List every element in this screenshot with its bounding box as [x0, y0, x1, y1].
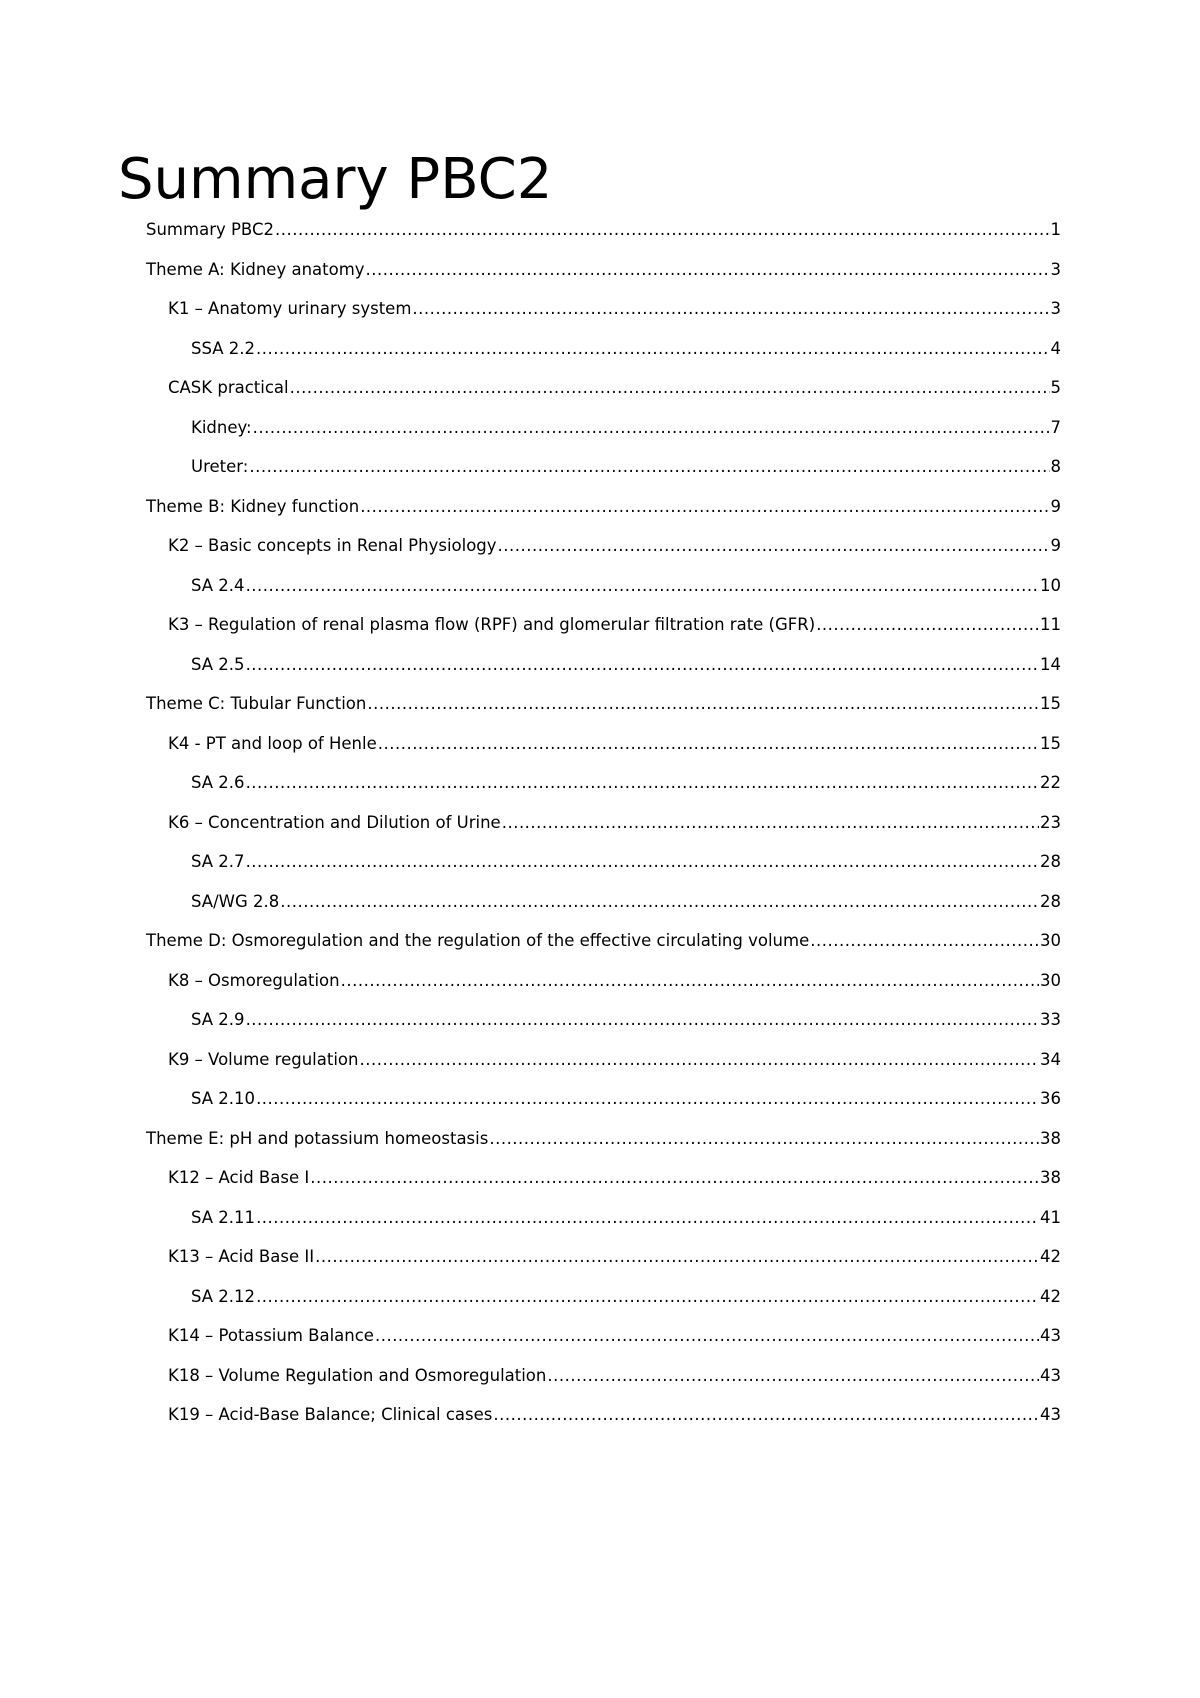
toc-entry[interactable] — [146, 210, 1061, 250]
toc-entry[interactable] — [146, 1079, 1061, 1119]
toc-dot-leader — [310, 1158, 1039, 1198]
toc-entry-label: K14 – Potassium Balance — [168, 1326, 374, 1345]
toc-entry-page-number: 38 — [1040, 1168, 1061, 1187]
toc-dot-leader — [366, 250, 1050, 290]
toc-entry-page-number: 30 — [1040, 931, 1061, 950]
document-title: Summary PBC2 — [118, 147, 553, 212]
toc-dot-leader — [378, 724, 1039, 764]
toc-entry-page-number: 43 — [1040, 1326, 1061, 1345]
toc-entry-label: K13 – Acid Base II — [168, 1247, 315, 1266]
toc-dot-leader — [256, 1079, 1039, 1119]
toc-entry[interactable] — [146, 882, 1061, 922]
toc-entry-page-number: 42 — [1040, 1286, 1061, 1306]
toc-entry[interactable] — [146, 1356, 1061, 1396]
toc-entry[interactable] — [146, 1158, 1061, 1198]
toc-entry-page-number: 22 — [1040, 773, 1061, 792]
toc-entry[interactable] — [146, 1237, 1061, 1277]
toc-dot-leader — [256, 329, 1049, 369]
toc-dot-leader — [256, 1198, 1039, 1238]
toc-entry-label: K4 - PT and loop of Henle — [168, 733, 377, 753]
toc-dot-leader — [341, 961, 1039, 1001]
toc-dot-leader — [246, 566, 1039, 606]
toc-entry-label: K19 – Acid-Base Balance; Clinical cases — [168, 1405, 493, 1424]
table-of-contents — [146, 210, 1061, 1435]
toc-dot-leader — [246, 842, 1039, 882]
toc-entry[interactable] — [146, 1040, 1061, 1080]
toc-dot-leader — [375, 1316, 1039, 1356]
toc-entry-page-number: 34 — [1040, 1049, 1061, 1069]
toc-entry-page-number: 15 — [1040, 694, 1061, 713]
toc-entry-page-number: 14 — [1040, 654, 1061, 674]
toc-entry[interactable] — [146, 961, 1061, 1001]
toc-entry-page-number: 38 — [1040, 1128, 1061, 1148]
toc-entry-label: K2 – Basic concepts in Renal Physiology — [168, 536, 497, 555]
toc-entry-label: Theme D: Osmoregulation and the regulation of the effective circulating volume — [146, 931, 810, 950]
toc-entry-label: Theme C: Tubular Function — [146, 694, 367, 713]
toc-entry-label: Summary PBC2 — [146, 220, 274, 239]
toc-entry-label: K8 – Osmoregulation — [168, 970, 340, 990]
toc-dot-leader — [359, 1040, 1039, 1080]
toc-entry-page-number: 3 — [1050, 259, 1061, 279]
toc-entry-label: Theme B: Kidney function — [146, 496, 360, 516]
toc-dot-leader — [810, 921, 1039, 961]
toc-dot-leader — [246, 645, 1039, 685]
toc-dot-leader — [489, 1119, 1039, 1159]
toc-entry-label: K1 – Anatomy urinary system — [168, 299, 412, 318]
toc-entry[interactable] — [146, 526, 1061, 566]
toc-dot-leader — [493, 1395, 1039, 1435]
toc-entry-label: SA 2.10 — [191, 1089, 256, 1108]
toc-entry[interactable] — [146, 566, 1061, 606]
toc-entry-page-number: 42 — [1040, 1247, 1061, 1266]
toc-entry-label: CASK practical — [168, 378, 289, 397]
toc-entry-label: SA 2.12 — [191, 1286, 256, 1306]
toc-entry[interactable] — [146, 368, 1061, 408]
toc-dot-leader — [246, 763, 1039, 803]
toc-dot-leader — [290, 368, 1050, 408]
toc-dot-leader — [502, 803, 1039, 843]
toc-entry[interactable] — [146, 1316, 1061, 1356]
toc-entry[interactable] — [146, 408, 1061, 448]
toc-entry[interactable] — [146, 1000, 1061, 1040]
toc-entry[interactable] — [146, 1277, 1061, 1317]
toc-entry[interactable] — [146, 921, 1061, 961]
toc-entry-page-number: 8 — [1050, 457, 1061, 476]
toc-dot-leader — [253, 408, 1050, 448]
toc-entry-page-number: 43 — [1040, 1365, 1061, 1385]
toc-dot-leader — [275, 210, 1050, 250]
toc-dot-leader — [246, 1000, 1039, 1040]
toc-entry-label: SA 2.6 — [191, 773, 245, 792]
toc-entry-page-number: 9 — [1050, 496, 1061, 516]
toc-entry-page-number: 43 — [1040, 1405, 1061, 1424]
toc-entry[interactable] — [146, 724, 1061, 764]
toc-entry-page-number: 33 — [1040, 1010, 1061, 1029]
toc-entry-label: K9 – Volume regulation — [168, 1049, 359, 1069]
toc-dot-leader — [249, 447, 1049, 487]
toc-entry[interactable] — [146, 763, 1061, 803]
toc-entry-page-number: 23 — [1040, 812, 1061, 832]
toc-entry-label: SA/WG 2.8 — [191, 891, 280, 911]
toc-entry-label: Theme A: Kidney anatomy — [146, 259, 365, 279]
toc-entry[interactable] — [146, 605, 1061, 645]
toc-entry-page-number: 41 — [1040, 1207, 1061, 1227]
toc-dot-leader — [498, 526, 1050, 566]
toc-entry-page-number: 7 — [1050, 417, 1061, 437]
toc-entry[interactable] — [146, 447, 1061, 487]
toc-entry-label: SA 2.5 — [191, 654, 245, 674]
toc-entry-page-number: 30 — [1040, 970, 1061, 990]
toc-entry-label: Kidney: — [191, 417, 252, 437]
toc-entry-page-number: 15 — [1040, 733, 1061, 753]
toc-entry-label: SA 2.4 — [191, 575, 245, 595]
toc-entry-page-number: 1 — [1050, 220, 1061, 239]
toc-entry-label: SSA 2.2 — [191, 338, 256, 358]
toc-dot-leader — [360, 487, 1049, 527]
toc-entry-label: K18 – Volume Regulation and Osmoregulation — [168, 1365, 547, 1385]
toc-entry[interactable] — [146, 1198, 1061, 1238]
toc-entry-page-number: 28 — [1040, 891, 1061, 911]
toc-entry-label: Theme E: pH and potassium homeostasis — [146, 1128, 489, 1148]
toc-entry[interactable] — [146, 1395, 1061, 1435]
toc-entry-page-number: 10 — [1040, 575, 1061, 595]
toc-entry-label: SA 2.7 — [191, 852, 245, 871]
toc-entry-page-number: 11 — [1040, 615, 1061, 634]
toc-entry-page-number: 5 — [1050, 378, 1061, 397]
toc-dot-leader — [816, 605, 1039, 645]
toc-dot-leader — [412, 289, 1049, 329]
toc-entry[interactable] — [146, 289, 1061, 329]
toc-entry-label: K12 – Acid Base I — [168, 1168, 310, 1187]
toc-dot-leader — [547, 1356, 1039, 1396]
toc-entry[interactable] — [146, 842, 1061, 882]
toc-entry[interactable] — [146, 684, 1061, 724]
toc-entry-page-number: 4 — [1050, 338, 1061, 358]
toc-dot-leader — [280, 882, 1039, 922]
toc-entry-label: K3 – Regulation of renal plasma flow (RPF) and glomerular filtration rate (GFR) — [168, 615, 816, 634]
toc-entry[interactable] — [146, 1119, 1061, 1159]
toc-entry-page-number: 9 — [1050, 536, 1061, 555]
toc-entry-page-number: 28 — [1040, 852, 1061, 871]
toc-entry-label: K6 – Concentration and Dilution of Urine — [168, 812, 501, 832]
toc-entry[interactable] — [146, 487, 1061, 527]
toc-dot-leader — [315, 1237, 1039, 1277]
toc-entry[interactable] — [146, 329, 1061, 369]
toc-entry[interactable] — [146, 250, 1061, 290]
toc-entry-page-number: 3 — [1050, 299, 1061, 318]
toc-entry[interactable] — [146, 803, 1061, 843]
toc-entry-page-number: 36 — [1040, 1089, 1061, 1108]
toc-entry-label: SA 2.9 — [191, 1010, 245, 1029]
toc-dot-leader — [256, 1277, 1039, 1317]
toc-entry-label: SA 2.11 — [191, 1207, 256, 1227]
toc-entry-label: Ureter: — [191, 457, 249, 476]
toc-entry[interactable] — [146, 645, 1061, 685]
toc-dot-leader — [367, 684, 1039, 724]
